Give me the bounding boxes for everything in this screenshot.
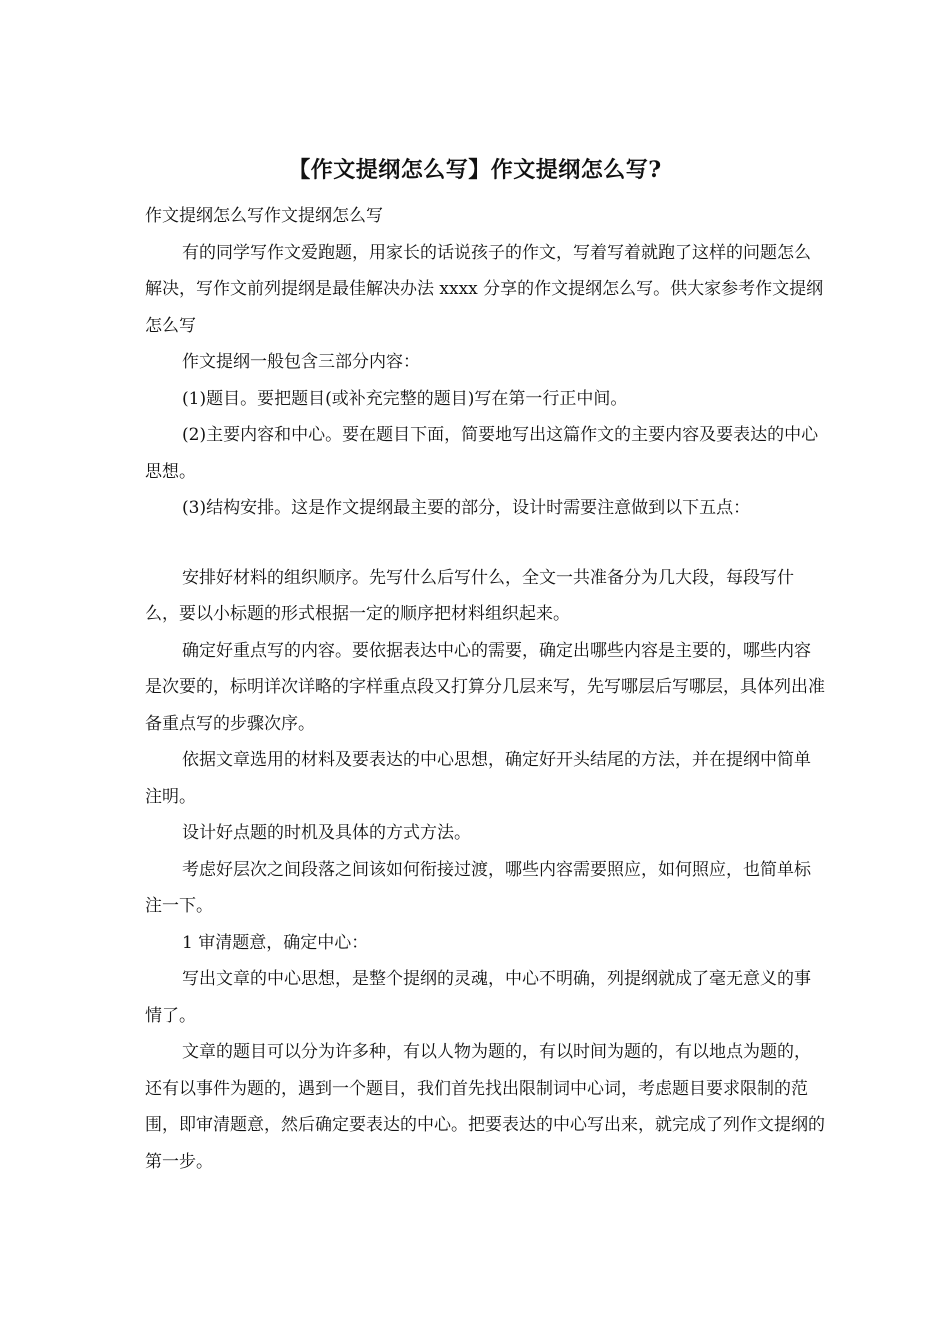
paragraph-item-structure: (3)结构安排。这是作文提纲最主要的部分，设计时需要注意做到以下五点： xyxy=(182,498,751,518)
paragraph-point-order: 安排好材料的组织顺序。先写什么后写什么，全文一共准备分为几大段，每段写什么，要以小标题的形式根据一定的顺序把材料组织起来。 xyxy=(145,567,794,624)
blank-gap xyxy=(145,527,825,560)
paragraph-point-focus: 确定好重点写的内容。要依据表达中心的需要，确定出哪些内容是主要的，哪些内容是次要的，标明详次详略的字样重点段又打算分几层来写，先写哪层后写哪层，具体列出准备重点写的步骤次序。 xyxy=(145,640,825,734)
paragraph-point-transition: 考虑好层次之间段落之间该如何衔接过渡，哪些内容需要照应，如何照应，也简单标注一下。 xyxy=(145,859,811,916)
paragraph-intro: 有的同学写作文爱跑题，用家长的话说孩子的作文，写着写着就跑了这样的问题怎么解决，写作文前列提纲是最佳解决办法 xxxx 分享的作文提纲怎么写。供大家参考作文提纲怎么写 xyxy=(145,242,824,336)
paragraph-outline-parts: 作文提纲一般包含三部分内容： xyxy=(182,352,420,372)
paragraph-title-types: 文章的题目可以分为许多种，有以人物为题的，有以时间为题的，有以地点为题的，还有以事件为题的，遇到一个题目，我们首先找出限制词中心词，考虑题目要求限制的范围，即审清题意，然后确定要表达的中心。把要表达的中心写出来，就完成了列作文提纲的第一步。 xyxy=(145,1042,825,1172)
subtitle-line: 作文提纲怎么写作文提纲怎么写 xyxy=(145,206,383,226)
paragraph-step-one: 1 审清题意，确定中心： xyxy=(182,932,369,953)
paragraph-item-content: (2)主要内容和中心。要在题目下面，简要地写出这篇作文的主要内容及要表达的中心思想。 xyxy=(145,425,819,482)
document-body xyxy=(145,198,825,1180)
paragraph-point-opening: 依据文章选用的材料及要表达的中心思想，确定好开头结尾的方法，并在提纲中简单注明。 xyxy=(145,750,811,807)
document-title: 【作文提纲怎么写】作文提纲怎么写? xyxy=(288,157,662,183)
paragraph-central-idea: 写出文章的中心思想，是整个提纲的灵魂，中心不明确，列提纲就成了毫无意义的事情了。 xyxy=(145,969,811,1026)
paragraph-point-theme: 设计好点题的时机及具体的方式方法。 xyxy=(182,823,471,843)
paragraph-item-title: (1)题目。要把题目(或补充完整的题目)写在第一行正中间。 xyxy=(182,388,628,409)
